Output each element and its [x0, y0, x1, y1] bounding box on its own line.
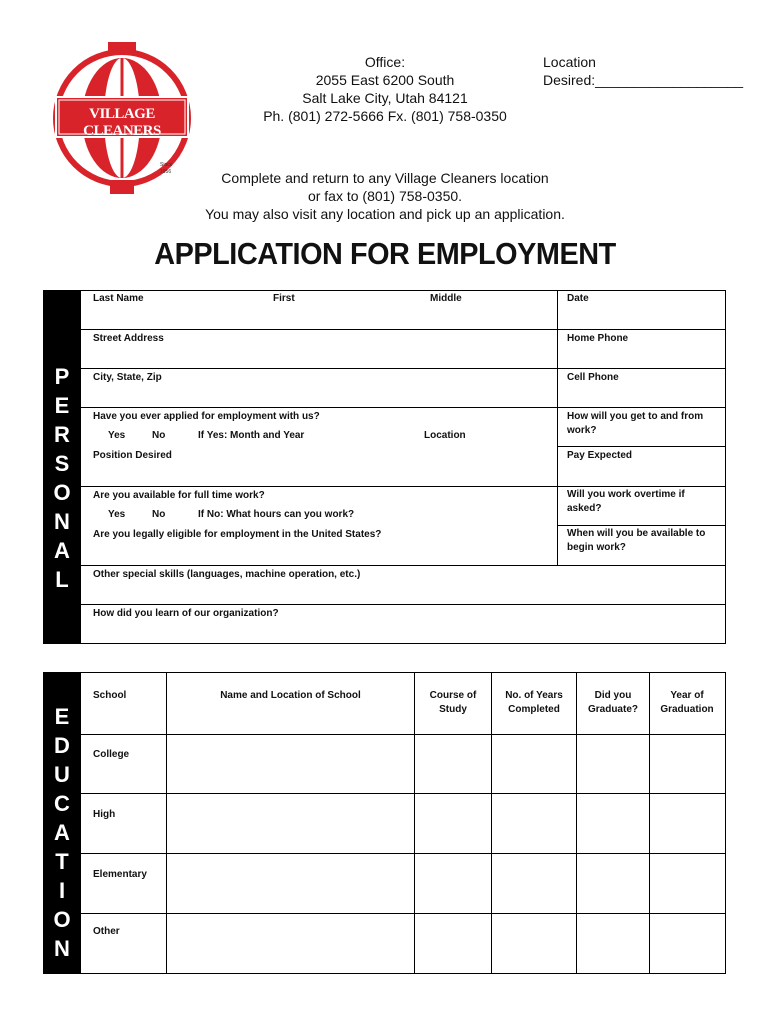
full-time-label: Are you available for full time work?: [93, 490, 265, 501]
learn-org-label: How did you learn of our organization?: [93, 608, 279, 619]
logo-since: Since: [160, 162, 173, 168]
elementary-row-fields[interactable]: [167, 854, 725, 912]
applied-location-label: Location: [424, 430, 466, 441]
name-field[interactable]: [82, 306, 556, 328]
location-label: Location: [543, 54, 596, 70]
education-letter: U: [54, 762, 70, 787]
position-desired-field[interactable]: [82, 463, 556, 485]
education-letter: N: [54, 936, 70, 961]
pay-expected-label: Pay Expected: [567, 450, 633, 461]
applied-before-label: Have you ever applied for employment with us?: [93, 411, 320, 422]
if-yes-month-year-label: If Yes: Month and Year: [198, 430, 305, 441]
overtime-label: Will you work overtime if asked?: [567, 489, 685, 514]
personal-letter: E: [54, 393, 70, 418]
if-no-hours-label: If No: What hours can you work?: [198, 509, 355, 520]
middle-name-label: Middle: [430, 293, 462, 304]
applied-yes-option[interactable]: Yes: [108, 430, 126, 441]
last-name-label: Last Name: [93, 293, 144, 304]
city-state-zip-label: City, State, Zip: [93, 372, 162, 383]
home-phone-field[interactable]: [558, 346, 725, 367]
education-letter: A: [54, 820, 70, 845]
personal-letter: O: [53, 480, 71, 505]
education-letter: O: [53, 907, 71, 932]
office-label: Office:: [364, 54, 406, 70]
eligible-label: Are you legally eligible for employment in the United States?: [93, 529, 382, 540]
school-header: School: [93, 690, 127, 701]
instructions-line-3: You may also visit any location and pick up an application.: [205, 206, 565, 222]
elementary-row-label: Elementary: [93, 869, 147, 880]
special-skills-label: Other special skills (languages, machine operation, etc.): [93, 569, 361, 580]
personal-letter: L: [55, 567, 69, 592]
get-to-work-label: How will you get to and from work?: [567, 411, 704, 436]
education-letter: E: [54, 704, 70, 729]
full-time-yes-option[interactable]: Yes: [108, 509, 126, 520]
position-desired-label: Position Desired: [93, 450, 172, 461]
office-address-block: [240, 53, 530, 125]
personal-letter: S: [54, 451, 70, 476]
education-letter: T: [55, 849, 69, 874]
location-desired-field[interactable]: Desired:___________________: [543, 72, 744, 88]
street-address-label: Street Address: [93, 333, 164, 344]
page-title: APPLICATION FOR EMPLOYMENT: [154, 236, 616, 271]
college-row-fields[interactable]: [167, 735, 725, 792]
street-address-field[interactable]: [82, 346, 556, 367]
pay-expected-field[interactable]: [558, 463, 725, 485]
personal-letter: N: [54, 509, 70, 534]
other-row-fields[interactable]: [167, 914, 725, 973]
date-field[interactable]: [558, 306, 725, 328]
logo-year: 1956: [160, 169, 172, 175]
office-street: 2055 East 6200 South: [315, 72, 455, 88]
city-state-zip-field[interactable]: [82, 385, 556, 406]
instructions-line-2: or fax to (801) 758-0350.: [307, 188, 463, 204]
learn-org-field[interactable]: [82, 621, 725, 643]
cell-phone-label: Cell Phone: [567, 372, 619, 383]
high-row-label: High: [93, 809, 116, 820]
office-phone: Ph. (801) 272-5666 Fx. (801) 758-0350: [263, 108, 507, 124]
applied-no-option[interactable]: No: [152, 430, 166, 441]
name-location-header: Name and Location of School: [220, 690, 361, 701]
education-letter: D: [54, 733, 70, 758]
instructions: [180, 169, 590, 223]
full-time-no-option[interactable]: No: [152, 509, 166, 520]
special-skills-field[interactable]: [82, 582, 725, 603]
date-label: Date: [567, 293, 589, 304]
years-header: No. of Years Completed: [505, 690, 563, 715]
other-row-label: Other: [93, 926, 120, 937]
cell-phone-field[interactable]: [558, 385, 725, 406]
course-header: Course of Study: [429, 690, 477, 715]
logo-brand-text: VILLAGE CLEANERS: [83, 106, 161, 139]
education-letter: C: [54, 791, 70, 816]
college-row-label: College: [93, 749, 130, 760]
available-when-label: When will you be available to begin work?: [567, 528, 706, 553]
education-letter: I: [58, 878, 66, 903]
office-city: Salt Lake City, Utah 84121: [302, 90, 468, 106]
home-phone-label: Home Phone: [567, 333, 629, 344]
personal-letter: R: [54, 422, 70, 447]
company-logo: [50, 40, 195, 195]
location-desired-block: [543, 53, 743, 89]
personal-letter: A: [54, 538, 70, 563]
high-row-fields[interactable]: [167, 794, 725, 852]
instructions-line-1: Complete and return to any Village Cleaners location: [221, 170, 549, 186]
graduate-header: Did you Graduate?: [587, 690, 638, 715]
first-name-label: First: [273, 293, 295, 304]
personal-letter: P: [54, 364, 70, 389]
year-graduation-header: Year of Graduation: [660, 690, 714, 715]
